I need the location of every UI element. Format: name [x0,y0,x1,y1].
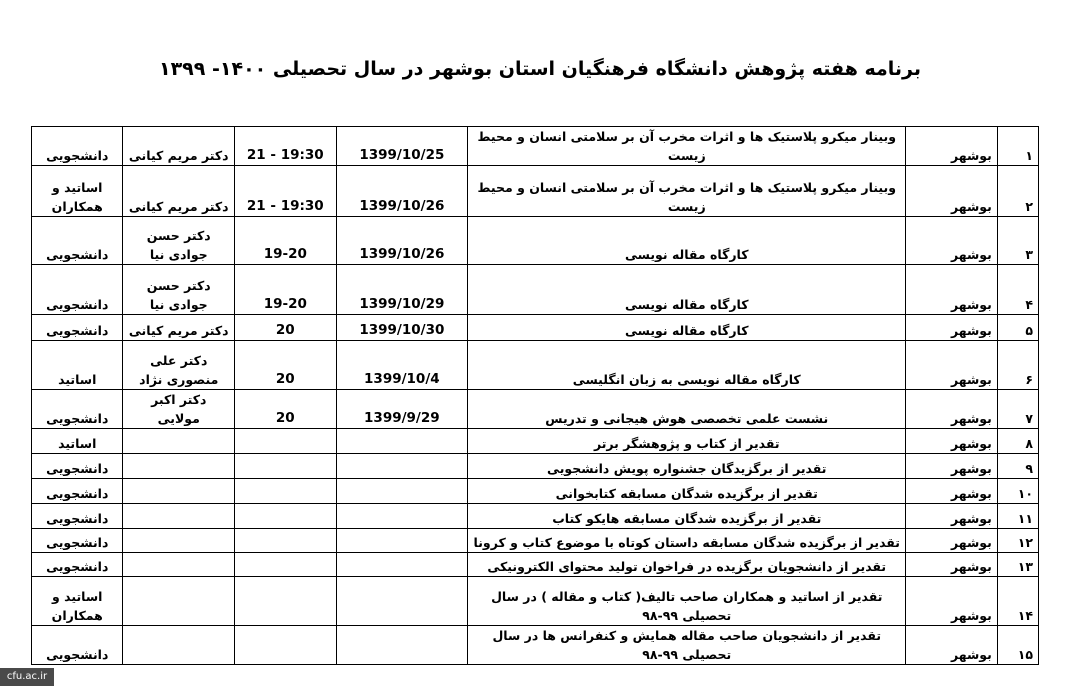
city-cell: بوشهر [906,479,997,504]
event-title-cell: کارگاه مقاله نویسی [468,315,906,341]
city-cell: بوشهر [906,454,997,479]
row-number: ۹ [997,454,1038,479]
event-title-cell: تقدیر از دانشجویان برگزیده در فراخوان تولید محتوای الکترونیکی [468,553,906,577]
presenter-cell: دکتر مریم کیانی [123,166,235,217]
city-cell: بوشهر [906,315,997,341]
date-cell [336,553,468,577]
event-title-cell: تقدیر از برگزیده شدگان مسابقه داستان کوتاه با موضوع کتاب و کرونا [468,529,906,553]
table-row [32,577,1039,626]
audience-cell: دانشجویی [32,390,123,429]
event-title-cell: تقدیر از برگزیده شدگان مسابقه کتابخوانی [468,479,906,504]
table-row [32,217,1039,265]
event-title-cell: تقدیر از برگزیدگان جشنواره پویش دانشجویی [468,454,906,479]
table-row [32,265,1039,315]
table-row [32,341,1039,390]
audience-cell: اساتید و همکاران [32,577,123,626]
date-cell: 1399/10/30 [336,315,468,341]
time-cell: 20 [235,315,337,341]
city-cell: بوشهر [906,429,997,454]
row-number: ۱۱ [997,504,1038,529]
event-title-cell: تقدیر از برگزیده شدگان مسابقه هایکو کتاب [468,504,906,529]
city-cell: بوشهر [906,553,997,577]
page-title: برنامه هفته پژوهش دانشگاه فرهنگیان استان بوشهر در سال تحصیلی ۱۴۰۰- ۱۳۹۹ [158,58,922,80]
audience-cell: اساتید [32,341,123,390]
row-number: ۱۵ [997,626,1038,665]
row-number: ۷ [997,390,1038,429]
table-row [32,504,1039,529]
table-row [32,166,1039,217]
event-title-cell: تقدیر از اساتید و همکاران صاحب تالیف( کتاب و مقاله ) در سال تحصیلی ۹۹-۹۸ [468,577,906,626]
presenter-cell [123,577,235,626]
row-number: ۲ [997,166,1038,217]
audience-cell: دانشجویی [32,265,123,315]
table-row [32,553,1039,577]
watermark-logo: cfu.ac.ir [0,668,54,686]
presenter-cell [123,479,235,504]
presenter-cell: دکتر حسن جوادی نیا [123,217,235,265]
presenter-cell [123,626,235,665]
presenter-cell [123,504,235,529]
table-row [32,127,1039,166]
time-cell: 19:30 - 21 [235,127,337,166]
city-cell: بوشهر [906,577,997,626]
city-cell: بوشهر [906,529,997,553]
event-title-cell: تقدیر از دانشجویان صاحب مقاله همایش و کنفرانس ها در سال تحصیلی ۹۹-۹۸ [468,626,906,665]
event-title-cell: کارگاه مقاله نویسی [468,265,906,315]
table-row [32,429,1039,454]
date-cell: 1399/10/4 [336,341,468,390]
time-cell [235,479,337,504]
city-cell: بوشهر [906,390,997,429]
date-cell [336,454,468,479]
time-cell [235,454,337,479]
date-cell [336,626,468,665]
presenter-cell [123,553,235,577]
event-title-cell: کارگاه مقاله نویسی [468,217,906,265]
program-table [31,126,1039,665]
date-cell: 1399/10/26 [336,217,468,265]
table-row [32,529,1039,553]
presenter-cell: دکتر اکبر مولایی [123,390,235,429]
row-number: ۱۳ [997,553,1038,577]
row-number: ۱ [997,127,1038,166]
event-title-cell: نشست علمی تخصصی هوش هیجانی و تدریس [468,390,906,429]
audience-cell: دانشجویی [32,479,123,504]
city-cell: بوشهر [906,504,997,529]
date-cell: 1399/10/26 [336,166,468,217]
table-row [32,626,1039,665]
date-cell [336,429,468,454]
time-cell: 20 [235,341,337,390]
audience-cell: دانشجویی [32,529,123,553]
date-cell: 1399/10/29 [336,265,468,315]
audience-cell: دانشجویی [32,315,123,341]
time-cell: 19-20 [235,265,337,315]
date-cell: 1399/9/29 [336,390,468,429]
city-cell: بوشهر [906,626,997,665]
date-cell [336,529,468,553]
event-title-cell: تقدیر از کتاب و پژوهشگر برتر [468,429,906,454]
table-row [32,390,1039,429]
row-number: ۳ [997,217,1038,265]
presenter-cell [123,454,235,479]
date-cell: 1399/10/25 [336,127,468,166]
table-row [32,315,1039,341]
presenter-cell: دکتر مریم کیانی [123,315,235,341]
audience-cell: دانشجویی [32,553,123,577]
time-cell [235,504,337,529]
row-number: ۱۴ [997,577,1038,626]
audience-cell: دانشجویی [32,626,123,665]
row-number: ۸ [997,429,1038,454]
row-number: ۵ [997,315,1038,341]
city-cell: بوشهر [906,166,997,217]
city-cell: بوشهر [906,341,997,390]
audience-cell: اساتید و همکاران [32,166,123,217]
audience-cell: اساتید [32,429,123,454]
time-cell [235,577,337,626]
audience-cell: دانشجویی [32,217,123,265]
date-cell [336,479,468,504]
time-cell [235,553,337,577]
city-cell: بوشهر [906,265,997,315]
row-number: ۴ [997,265,1038,315]
time-cell: 19:30 - 21 [235,166,337,217]
date-cell [336,577,468,626]
time-cell: 19-20 [235,217,337,265]
time-cell [235,429,337,454]
time-cell [235,529,337,553]
audience-cell: دانشجویی [32,127,123,166]
audience-cell: دانشجویی [32,454,123,479]
city-cell: بوشهر [906,127,997,166]
row-number: ۱۰ [997,479,1038,504]
event-title-cell: وبینار میکرو پلاستیک ها و اثرات مخرب آن بر سلامتی انسان و محیط زیست [468,127,906,166]
presenter-cell [123,529,235,553]
date-cell [336,504,468,529]
table-row [32,479,1039,504]
presenter-cell: دکتر حسن جوادی نیا [123,265,235,315]
presenter-cell [123,429,235,454]
table-row [32,454,1039,479]
audience-cell: دانشجویی [32,504,123,529]
time-cell [235,626,337,665]
row-number: ۶ [997,341,1038,390]
presenter-cell: دکتر علی منصوری نژاد [123,341,235,390]
event-title-cell: کارگاه مقاله نویسی به زبان انگلیسی [468,341,906,390]
time-cell: 20 [235,390,337,429]
city-cell: بوشهر [906,217,997,265]
row-number: ۱۲ [997,529,1038,553]
presenter-cell: دکتر مریم کیانی [123,127,235,166]
event-title-cell: وبینار میکرو پلاستیک ها و اثرات مخرب آن بر سلامتی انسان و محیط زیست [468,166,906,217]
